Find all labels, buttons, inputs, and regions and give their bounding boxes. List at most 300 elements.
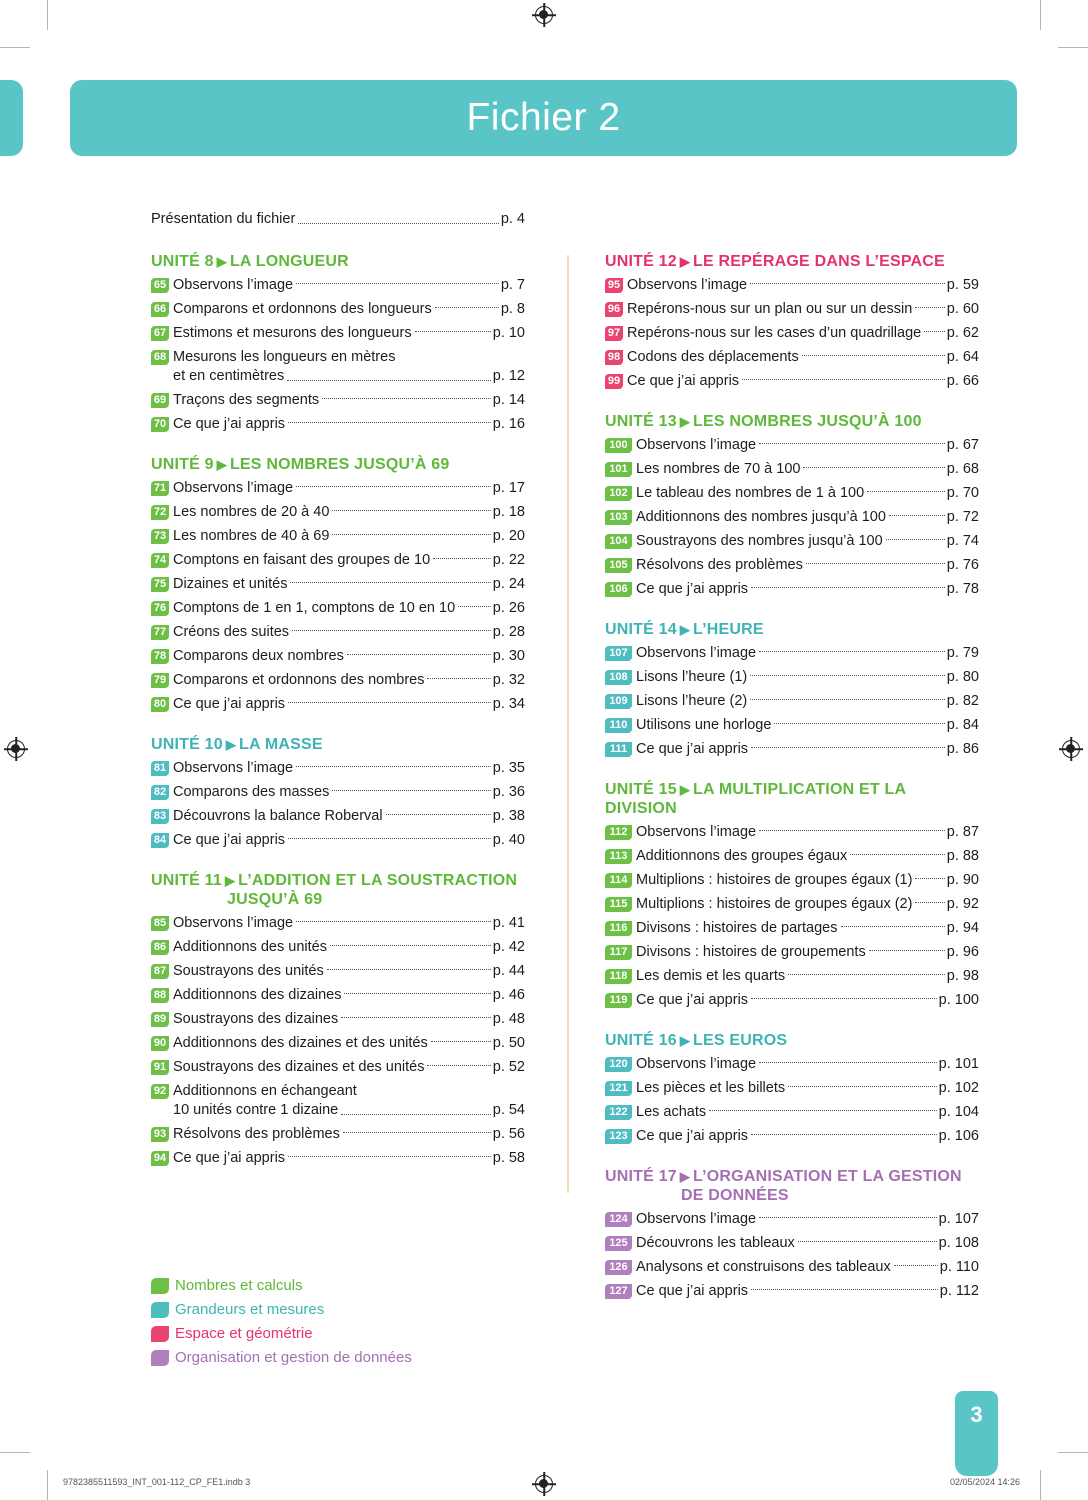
lesson-title: Divisons : histoires de partages xyxy=(636,920,838,936)
entry-line xyxy=(151,575,525,594)
dot-leader xyxy=(915,878,944,879)
lesson-page: p. 50 xyxy=(492,1035,525,1051)
toc-entry[interactable] xyxy=(605,300,979,319)
toc-entry[interactable] xyxy=(605,276,979,295)
lesson-page: p. 64 xyxy=(946,349,979,365)
entry-body xyxy=(151,503,525,522)
lesson-title: Lisons l’heure (2) xyxy=(636,693,748,709)
lesson-page: p. 78 xyxy=(946,581,979,597)
entry-line xyxy=(151,527,525,546)
toc-entry[interactable] xyxy=(151,599,525,618)
toc-entry[interactable] xyxy=(605,556,979,575)
unit-number: UNITÉ 15 xyxy=(605,781,677,798)
entry-line xyxy=(151,759,525,778)
entry-line xyxy=(605,644,979,663)
toc-entry[interactable] xyxy=(151,575,525,594)
legend-item xyxy=(151,1324,412,1344)
entry-body xyxy=(151,324,525,343)
lesson-title: Mesurons les longueurs en mètres xyxy=(173,349,396,365)
lesson-page: p. 48 xyxy=(492,1011,525,1027)
entry-line xyxy=(605,1234,979,1253)
entry-line xyxy=(151,962,525,981)
entry-body xyxy=(151,986,525,1005)
dot-leader xyxy=(344,993,490,994)
toc-entry[interactable] xyxy=(151,479,525,498)
entry-body xyxy=(605,692,979,711)
lesson-page: p. 68 xyxy=(946,461,979,477)
toc-entry[interactable] xyxy=(151,623,525,642)
lesson-number-badge: 83 xyxy=(151,809,169,824)
lesson-title: Comptons en faisant des groupes de 10 xyxy=(173,552,431,568)
unit-section xyxy=(605,412,979,599)
unit-number: UNITÉ 10 xyxy=(151,736,223,753)
dot-leader xyxy=(332,534,490,535)
lesson-title: Ce que j’ai appris xyxy=(636,741,749,757)
side-tab xyxy=(0,80,23,156)
entry-body xyxy=(605,1210,979,1229)
entry-line xyxy=(151,1058,525,1077)
toc-entry[interactable] xyxy=(151,348,525,386)
entry-line xyxy=(151,415,525,434)
dot-leader xyxy=(341,1101,491,1115)
entry-line xyxy=(151,367,525,386)
toc-right-column xyxy=(605,252,979,1322)
toc-entry[interactable] xyxy=(151,1125,525,1144)
lesson-number-badge: 119 xyxy=(605,993,632,1008)
lesson-number-badge: 78 xyxy=(151,649,169,664)
toc-entry[interactable] xyxy=(605,1282,979,1301)
toc-entry[interactable] xyxy=(151,938,525,957)
dot-leader xyxy=(292,630,491,631)
lesson-number-badge: 92 xyxy=(151,1084,169,1099)
entry-line xyxy=(605,991,979,1010)
toc-entry[interactable] xyxy=(605,1103,979,1122)
lesson-page: p. 56 xyxy=(492,1126,525,1142)
lesson-number-badge: 111 xyxy=(605,742,632,757)
entry-line xyxy=(151,807,525,826)
lesson-number-badge: 84 xyxy=(151,833,169,848)
entry-body xyxy=(605,1234,979,1253)
dot-leader xyxy=(788,974,945,975)
entry-body xyxy=(605,943,979,962)
legend-item xyxy=(151,1300,412,1320)
legend-label: Grandeurs et mesures xyxy=(175,1301,325,1318)
lesson-title: Ce que j’ai appris xyxy=(636,992,749,1008)
lesson-page: p. 30 xyxy=(492,648,525,664)
entry-body xyxy=(605,556,979,575)
lesson-page: p. 14 xyxy=(492,392,525,408)
entry-line xyxy=(605,372,979,391)
lesson-number-badge: 115 xyxy=(605,897,632,912)
toc-entry[interactable] xyxy=(605,1258,979,1277)
unit-name: LE REPÉRAGE DANS L’ESPACE xyxy=(693,253,945,270)
entry-body xyxy=(605,532,979,551)
toc-entry[interactable] xyxy=(605,1079,979,1098)
toc-entry[interactable] xyxy=(605,508,979,527)
dot-leader xyxy=(798,1241,937,1242)
lesson-number-badge: 73 xyxy=(151,529,169,544)
toc-entry[interactable] xyxy=(605,372,979,391)
lesson-number-badge: 72 xyxy=(151,505,169,520)
lesson-title: Additionnons des unités xyxy=(173,939,327,955)
toc-entry[interactable] xyxy=(151,1082,525,1120)
toc-entry[interactable] xyxy=(605,919,979,938)
toc-entry[interactable] xyxy=(605,460,979,479)
toc-entry[interactable] xyxy=(151,324,525,343)
toc-entry[interactable] xyxy=(605,871,979,890)
toc-entry[interactable] xyxy=(151,300,525,319)
lesson-title-line2: et en centimètres xyxy=(173,368,285,384)
lesson-title: Additionnons des dizaines et des unités xyxy=(173,1035,428,1051)
entry-body xyxy=(151,962,525,981)
lesson-title: Estimons et mesurons des longueurs xyxy=(173,325,412,341)
lesson-page: p. 34 xyxy=(492,696,525,712)
unit-name: L’ORGANISATION ET LA GESTION xyxy=(693,1168,962,1185)
lesson-page: p. 72 xyxy=(946,509,979,525)
lesson-page: p. 36 xyxy=(492,784,525,800)
unit-name: L’HEURE xyxy=(693,621,764,638)
entry-line xyxy=(605,532,979,551)
lesson-page: p. 52 xyxy=(492,1059,525,1075)
lesson-title: Résolvons des problèmes xyxy=(173,1126,340,1142)
toc-entry[interactable] xyxy=(151,527,525,546)
dot-leader xyxy=(347,654,491,655)
dot-leader xyxy=(386,814,491,815)
dot-leader xyxy=(327,969,491,970)
entry-body xyxy=(605,508,979,527)
lesson-page: p. 44 xyxy=(492,963,525,979)
toc-entry[interactable] xyxy=(605,943,979,962)
lesson-page: p. 79 xyxy=(946,645,979,661)
entry-line xyxy=(605,668,979,687)
play-triangle-icon: ▶ xyxy=(225,737,237,752)
dot-leader xyxy=(759,1062,937,1063)
dot-leader xyxy=(427,678,490,679)
entry-line xyxy=(605,871,979,890)
lesson-number-badge: 74 xyxy=(151,553,169,568)
lesson-number-badge: 86 xyxy=(151,940,169,955)
entry-line xyxy=(605,895,979,914)
toc-entry[interactable] xyxy=(151,1010,525,1029)
lesson-number-badge: 104 xyxy=(605,534,632,549)
unit-name: LA MASSE xyxy=(239,736,323,753)
toc-entry[interactable] xyxy=(605,644,979,663)
lesson-number-badge: 79 xyxy=(151,673,169,688)
unit-title xyxy=(605,252,979,271)
lesson-number-badge: 69 xyxy=(151,393,169,408)
toc-entry[interactable] xyxy=(605,847,979,866)
lesson-title: Résolvons des problèmes xyxy=(636,557,803,573)
toc-entry[interactable] xyxy=(151,671,525,690)
entry-body xyxy=(151,783,525,802)
lesson-number-badge: 125 xyxy=(605,1236,632,1251)
entry-line xyxy=(151,1125,525,1144)
toc-entry[interactable] xyxy=(605,895,979,914)
registration-mark-icon xyxy=(7,740,25,758)
lesson-number-badge: 89 xyxy=(151,1012,169,1027)
toc-entry[interactable] xyxy=(151,551,525,570)
toc-entry[interactable] xyxy=(605,436,979,455)
lesson-page: p. 8 xyxy=(500,301,525,317)
lesson-title: Les pièces et les billets xyxy=(636,1080,786,1096)
dot-leader xyxy=(433,558,491,559)
toc-entry[interactable] xyxy=(605,484,979,503)
entry-body xyxy=(605,348,979,367)
entry-line xyxy=(151,938,525,957)
dot-leader xyxy=(427,1065,490,1066)
unit-title xyxy=(151,455,525,474)
lesson-title-line2: 10 unités contre 1 dizaine xyxy=(173,1102,339,1118)
unit-number: UNITÉ 12 xyxy=(605,253,677,270)
lesson-number-badge: 109 xyxy=(605,694,632,709)
entry-line xyxy=(605,967,979,986)
entry-line xyxy=(605,692,979,711)
lesson-page: p. 100 xyxy=(938,992,979,1008)
toc-entry[interactable] xyxy=(605,324,979,343)
entry-body xyxy=(605,324,979,343)
lesson-number-badge: 105 xyxy=(605,558,632,573)
lesson-page: p. 80 xyxy=(946,669,979,685)
lesson-title: Ce que j’ai appris xyxy=(173,1150,286,1166)
lesson-page: p. 46 xyxy=(492,987,525,1003)
entry-line xyxy=(151,1082,525,1101)
lesson-title: Comparons et ordonnons des longueurs xyxy=(173,301,432,317)
entry-body xyxy=(151,831,525,850)
dot-leader xyxy=(759,830,945,831)
entry-line xyxy=(605,484,979,503)
toc-entry[interactable] xyxy=(151,1034,525,1053)
lesson-title: Soustrayons des dizaines xyxy=(173,1011,339,1027)
dot-leader xyxy=(458,606,491,607)
lesson-number-badge: 93 xyxy=(151,1127,169,1142)
lesson-title: Les demis et les quarts xyxy=(636,968,786,984)
toc-entry[interactable] xyxy=(151,695,525,714)
toc-entry[interactable] xyxy=(151,1058,525,1077)
unit-number: UNITÉ 11 xyxy=(151,872,222,889)
entry-line xyxy=(605,348,979,367)
entry-body xyxy=(151,623,525,642)
dot-leader xyxy=(750,283,945,284)
crop-mark xyxy=(0,47,30,48)
unit-name: LA MULTIPLICATION ET LA DIVISION xyxy=(605,781,906,817)
toc-entry[interactable] xyxy=(151,831,525,850)
unit-section xyxy=(151,252,525,434)
unit-number: UNITÉ 17 xyxy=(605,1168,677,1185)
dot-leader xyxy=(869,950,945,951)
entry-line xyxy=(151,647,525,666)
lesson-title: Observons l’image xyxy=(636,1056,757,1072)
lesson-title: Les achats xyxy=(636,1104,707,1120)
dot-leader xyxy=(751,1289,938,1290)
toc-left-column xyxy=(151,252,525,1189)
lesson-number-badge: 107 xyxy=(605,646,632,661)
dot-leader xyxy=(788,1086,937,1087)
dot-leader xyxy=(886,539,945,540)
lesson-page: p. 10 xyxy=(492,325,525,341)
lesson-page: p. 104 xyxy=(938,1104,979,1120)
dot-leader xyxy=(288,1156,491,1157)
play-triangle-icon: ▶ xyxy=(679,1033,691,1048)
unit-number: UNITÉ 13 xyxy=(605,413,677,430)
lesson-title: Ce que j’ai appris xyxy=(636,1283,749,1299)
toc-entry[interactable] xyxy=(605,692,979,711)
toc-entry[interactable] xyxy=(151,986,525,1005)
unit-section xyxy=(605,1031,979,1146)
dot-leader xyxy=(759,1217,937,1218)
lesson-number-badge: 96 xyxy=(605,302,623,317)
lesson-title: Observons l’image xyxy=(627,277,748,293)
lesson-title: Découvrons les tableaux xyxy=(636,1235,795,1251)
dot-leader xyxy=(288,422,491,423)
lesson-page: p. 38 xyxy=(492,808,525,824)
toc-entry[interactable] xyxy=(151,1149,525,1168)
entry-body xyxy=(151,599,525,618)
unit-section xyxy=(151,455,525,714)
entry-line xyxy=(605,1079,979,1098)
entry-line xyxy=(151,914,525,933)
lesson-page: p. 70 xyxy=(946,485,979,501)
dot-leader xyxy=(924,331,945,332)
lesson-title: Soustrayons des unités xyxy=(173,963,324,979)
entry-line xyxy=(151,391,525,410)
toc-entry[interactable] xyxy=(151,415,525,434)
lesson-title: Ce que j’ai appris xyxy=(173,832,286,848)
lesson-title: Additionnons en échangeant xyxy=(173,1083,357,1099)
lesson-page: p. 110 xyxy=(939,1259,979,1275)
entry-line xyxy=(151,1034,525,1053)
unit-title xyxy=(605,1031,979,1050)
lesson-page: p. 58 xyxy=(492,1150,525,1166)
unit-title xyxy=(605,1167,979,1205)
lesson-number-badge: 103 xyxy=(605,510,632,525)
entry-body xyxy=(605,895,979,914)
toc-entry[interactable] xyxy=(151,807,525,826)
entry-body xyxy=(605,991,979,1010)
toc-entry[interactable] xyxy=(605,967,979,986)
lesson-number-badge: 94 xyxy=(151,1151,169,1166)
dot-leader xyxy=(759,443,945,444)
unit-name: L’ADDITION ET LA SOUSTRACTION xyxy=(238,872,518,889)
lesson-number-badge: 121 xyxy=(605,1081,632,1096)
entry-line xyxy=(151,551,525,570)
lesson-number-badge: 97 xyxy=(605,326,623,341)
lesson-title: Observons l’image xyxy=(636,645,757,661)
dot-leader xyxy=(742,379,945,380)
toc-entry[interactable] xyxy=(605,668,979,687)
unit-name-line2: DE DONNÉES xyxy=(681,1187,789,1204)
toc-entry[interactable] xyxy=(605,1055,979,1074)
lesson-number-badge: 76 xyxy=(151,601,169,616)
presentation-entry xyxy=(151,210,525,229)
toc-entry[interactable] xyxy=(151,391,525,410)
toc-entry[interactable] xyxy=(605,580,979,599)
dot-leader xyxy=(288,702,491,703)
entry-line xyxy=(605,508,979,527)
legend-item xyxy=(151,1276,412,1296)
lesson-page: p. 106 xyxy=(938,1128,979,1144)
toc-entry[interactable] xyxy=(605,823,979,842)
lesson-page: p. 101 xyxy=(938,1056,979,1072)
lesson-title: Ce que j’ai appris xyxy=(636,581,749,597)
lesson-page: p. 62 xyxy=(946,325,979,341)
unit-name-line2: JUSQU’À 69 xyxy=(227,891,323,908)
lesson-number-badge: 67 xyxy=(151,326,169,341)
lesson-page: p. 108 xyxy=(938,1235,979,1251)
registration-mark-icon xyxy=(1062,740,1080,758)
lesson-title: Observons l’image xyxy=(173,480,294,496)
lesson-page: p. 74 xyxy=(946,533,979,549)
toc-entry[interactable] xyxy=(151,962,525,981)
lesson-title: Observons l’image xyxy=(173,760,294,776)
toc-entry[interactable] xyxy=(605,1234,979,1253)
lesson-number-badge: 127 xyxy=(605,1284,632,1299)
unit-section xyxy=(151,871,525,1168)
lesson-title: Comparons et ordonnons des nombres xyxy=(173,672,425,688)
entry-line xyxy=(151,1101,525,1120)
lesson-page: p. 24 xyxy=(492,576,525,592)
lesson-number-badge: 101 xyxy=(605,462,632,477)
lesson-page: p. 26 xyxy=(492,600,525,616)
lesson-title: Observons l’image xyxy=(636,1211,757,1227)
entry-body xyxy=(151,391,525,410)
lesson-title: Lisons l’heure (1) xyxy=(636,669,748,685)
lesson-number-badge: 112 xyxy=(605,825,632,840)
entry-body xyxy=(605,372,979,391)
toc-entry[interactable] xyxy=(151,759,525,778)
lesson-page: p. 76 xyxy=(946,557,979,573)
lesson-page: p. 7 xyxy=(500,277,525,293)
toc-entry[interactable] xyxy=(605,348,979,367)
dot-leader xyxy=(774,723,944,724)
toc-entry[interactable] xyxy=(151,914,525,933)
entry-line xyxy=(605,324,979,343)
toc-entry[interactable] xyxy=(605,532,979,551)
lesson-number-badge: 75 xyxy=(151,577,169,592)
lesson-title: Codons des déplacements xyxy=(627,349,799,365)
toc-entry[interactable] xyxy=(605,716,979,735)
toc-entry[interactable] xyxy=(151,276,525,295)
lesson-title: Ce que j’ai appris xyxy=(627,373,740,389)
entry-body xyxy=(151,1010,525,1029)
legend-swatch xyxy=(151,1302,169,1318)
play-triangle-icon: ▶ xyxy=(216,254,227,269)
unit-section xyxy=(605,620,979,759)
crop-mark xyxy=(1040,1470,1041,1500)
entry-body xyxy=(151,671,525,690)
lesson-title: Multiplions : histoires de groupes égaux (2) xyxy=(636,896,913,912)
lesson-page: p. 18 xyxy=(492,504,525,520)
legend-label: Espace et géométrie xyxy=(175,1325,313,1342)
toc-entry[interactable] xyxy=(605,1210,979,1229)
toc-entry[interactable] xyxy=(605,740,979,759)
entry-line xyxy=(605,1210,979,1229)
lesson-page: p. 12 xyxy=(492,368,525,384)
lesson-title: Utilisons une horloge xyxy=(636,717,772,733)
toc-entry[interactable] xyxy=(151,503,525,522)
unit-number: UNITÉ 16 xyxy=(605,1032,677,1049)
entry-body xyxy=(151,807,525,826)
dot-leader xyxy=(288,838,491,839)
slug-file: 9782385511593_INT_001-112_CP_FE1.indb 3 xyxy=(63,1477,251,1487)
lesson-page: p. 54 xyxy=(492,1102,525,1118)
toc-entry[interactable] xyxy=(151,783,525,802)
unit-section xyxy=(605,780,979,1010)
toc-entry[interactable] xyxy=(151,647,525,666)
toc-entry[interactable] xyxy=(605,1127,979,1146)
toc-entry[interactable] xyxy=(605,991,979,1010)
presentation-label: Présentation du fichier xyxy=(151,211,296,227)
legend xyxy=(151,1276,412,1372)
